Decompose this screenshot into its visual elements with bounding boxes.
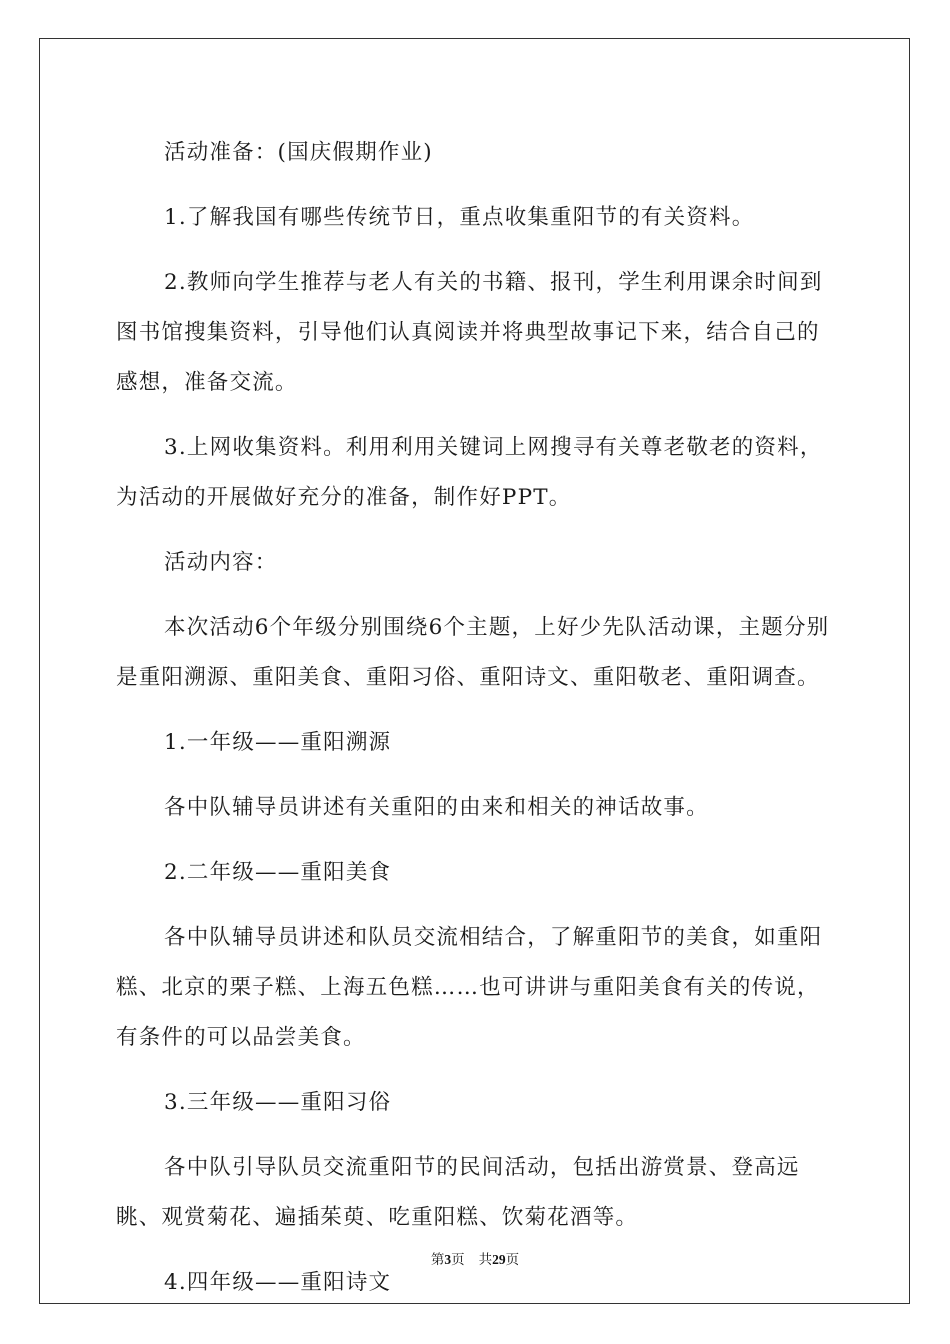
footer-total-suffix: 页 xyxy=(505,1252,520,1268)
paragraph-overview: 本次活动6个年级分别围绕6个主题，上好少先队活动课，主题分别是重阳溯源、重阳美食、重阳习俗、重阳诗文、重阳敬老、重阳调查。 xyxy=(116,615,830,690)
footer-total-prefix: 共 xyxy=(478,1252,493,1268)
paragraph-grade-1-body: 各中队辅导员讲述有关重阳的由来和相关的神话故事。 xyxy=(164,795,709,820)
paragraph-grade-1-heading: 1.一年级——重阳溯源 xyxy=(164,730,392,755)
paragraph-item-3: 3.上网收集资料。利用利用关键词上网搜寻有关尊老敬老的资料，为活动的开展做好充分的准备，制作好PPT。 xyxy=(116,435,823,510)
paragraph-grade-3-body: 各中队引导队员交流重阳节的民间活动，包括出游赏景、登高远眺、观赏菊花、遍插茱萸、吃重阳糕、饮菊花酒等。 xyxy=(116,1155,800,1230)
paragraph-item-1: 1.了解我国有哪些传统节日，重点收集重阳节的有关资料。 xyxy=(164,205,755,230)
paragraph-grade-3-heading: 3.三年级——重阳习俗 xyxy=(164,1090,392,1115)
document-body xyxy=(116,128,836,1308)
footer-page-suffix: 页 xyxy=(451,1252,465,1268)
paragraph-grade-2-body: 各中队辅导员讲述和队员交流相结合，了解重阳节的美食，如重阳糕、北京的栗子糕、上海五色糕……也可讲讲与重阳美食有关的传说，有条件的可以品尝美食。 xyxy=(116,925,823,1050)
paragraph-grade-2-heading: 2.二年级——重阳美食 xyxy=(164,860,392,885)
footer-prefix: 第 xyxy=(430,1252,445,1268)
paragraph-preparation-heading: 活动准备：(国庆假期作业) xyxy=(164,140,433,165)
page-footer xyxy=(0,1248,950,1268)
footer-total-pages: 29 xyxy=(492,1252,506,1267)
footer-current-page: 3 xyxy=(444,1252,452,1267)
paragraph-grade-4-heading: 4.四年级——重阳诗文 xyxy=(164,1270,392,1295)
paragraph-item-2: 2.教师向学生推荐与老人有关的书籍、报刊，学生利用课余时间到图书馆搜集资料，引导他们认真阅读并将典型故事记下来，结合自己的感想，准备交流。 xyxy=(116,270,823,395)
paragraph-content-heading: 活动内容： xyxy=(164,550,278,575)
